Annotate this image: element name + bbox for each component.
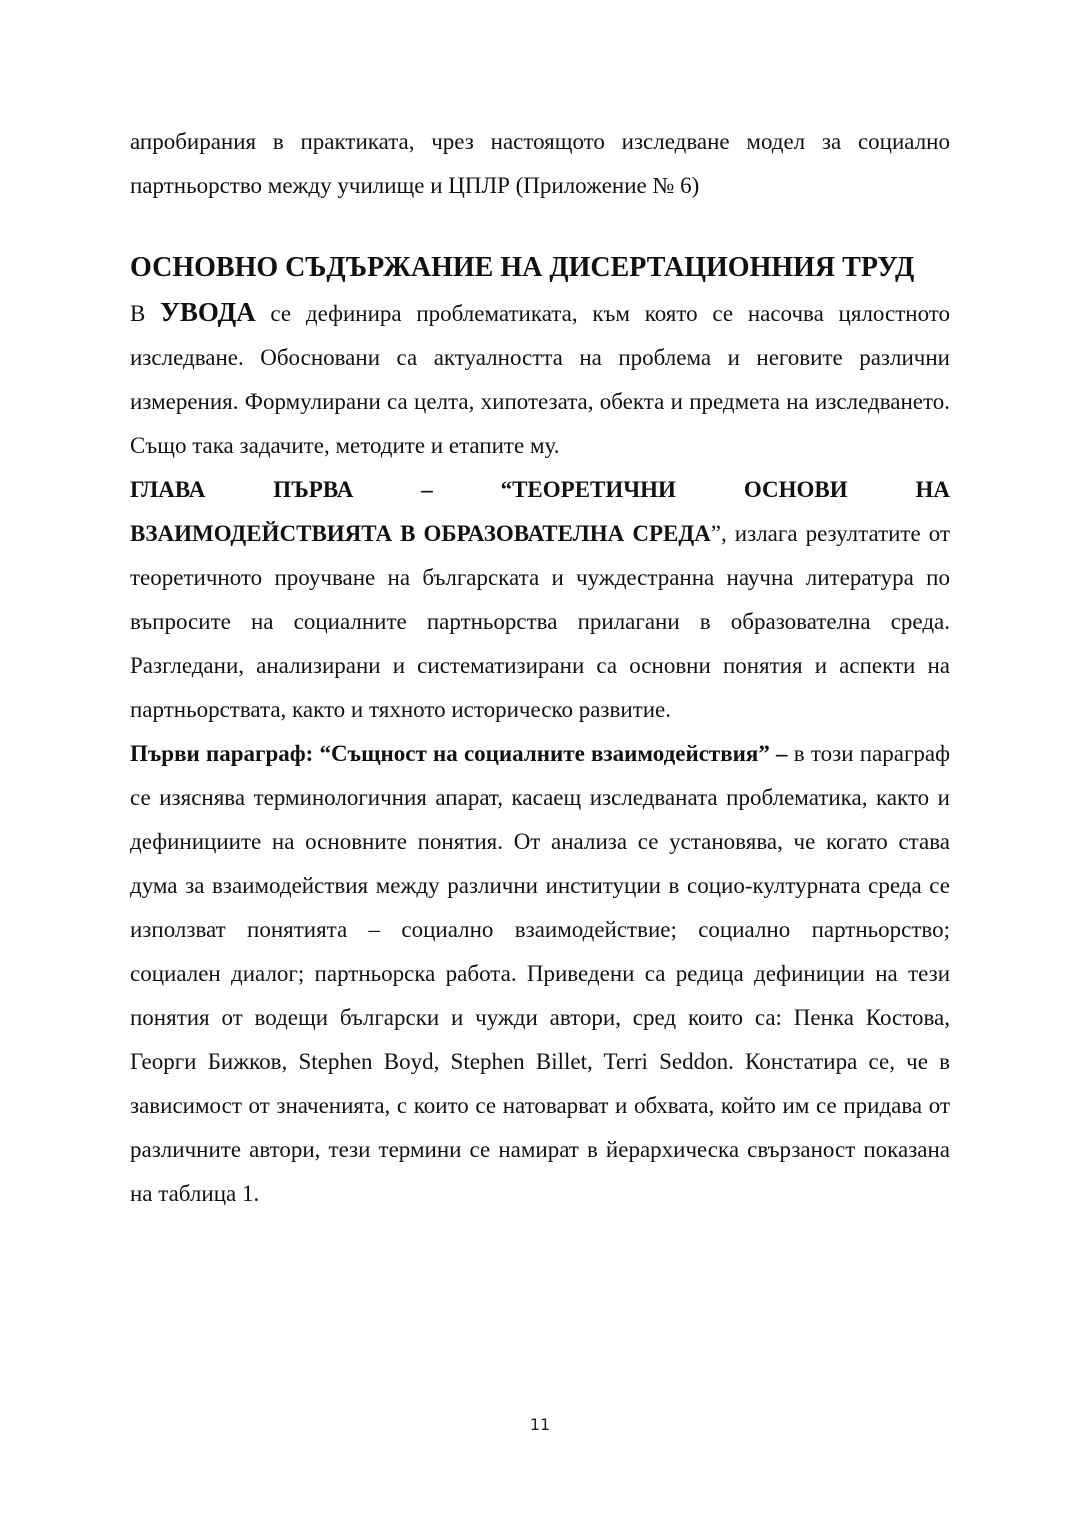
chapter-one-text: излага резултатите от теоретичното проучване на българската и чуждестранна научна литература по въпросите на социалните партньорства прилагани в образователна среда. Разгледани, анализирани и систематизирани са основни понятия и аспекти на партньорствата, както и тяхното историческо развитие.: [130, 521, 950, 722]
paragraph-one-text: в този параграф се изяснява терминологичния апарат, касаещ изследваната проблематика, както и дефинициите на основните понятия. От анализа се установява, че когато става дума за взаимодействия между различни институции в социо-културната среда се използват понятията – социално взаимодействие; социално партньорство; социален диалог; партньорска работа. Приведени са редица дефиниции на тези понятия от водещи български и чужди автори, сред които са: Пенка Костова, Георги Бижков, Stephen Boyd, Stephen Billet, Terri Seddon. Констатира се, че в зависимост от значенията, с които се натоварват и обхвата, който им се придава от различните автори, тези термини се намират в йерархическа свързаност показана на таблица 1.: [130, 741, 950, 1206]
page-number: 11: [529, 1415, 551, 1434]
section-heading: ОСНОВНО СЪДЪРЖАНИЕ НА ДИСЕРТАЦИОННИЯ ТРУД: [130, 252, 915, 283]
intro-text: се дефинира проблематиката, към която се насочва цялостното изследване. Обосновани са актуалността на проблема и неговите различни измерения. Формулирани са целта, хипотезата, обекта и предмета на изследването. Също така задачите, методите и етапите му.: [130, 301, 951, 458]
paragraph-one: [130, 732, 950, 1216]
intro-paragraph: [130, 290, 950, 468]
chapter-one-paragraph: [130, 512, 950, 732]
chapter-one-title-close: ”,: [710, 521, 727, 546]
paragraph-one-title: Първи параграф: “Същност на социалните взаимодействия: [130, 741, 759, 766]
intro-prefix: В: [130, 301, 161, 326]
continuation-paragraph: апробирания в практиката, чрез настоящото изследване модел за социално партньорство между училище и ЦПЛР (Приложение № 6): [130, 129, 950, 198]
paragraph-one-title-close: ” –: [758, 741, 794, 766]
page-body: [130, 120, 950, 1216]
chapter-one-title-line2: ВЗАИМОДЕЙСТВИЯТА В ОБРАЗОВАТЕЛНА СРЕДА: [130, 521, 711, 546]
intro-keyword: УВОДА: [160, 297, 256, 327]
chapter-one-title-line1: ГЛАВА ПЪРВА – “ТЕОРЕТИЧНИ ОСНОВИ НА: [130, 477, 950, 502]
